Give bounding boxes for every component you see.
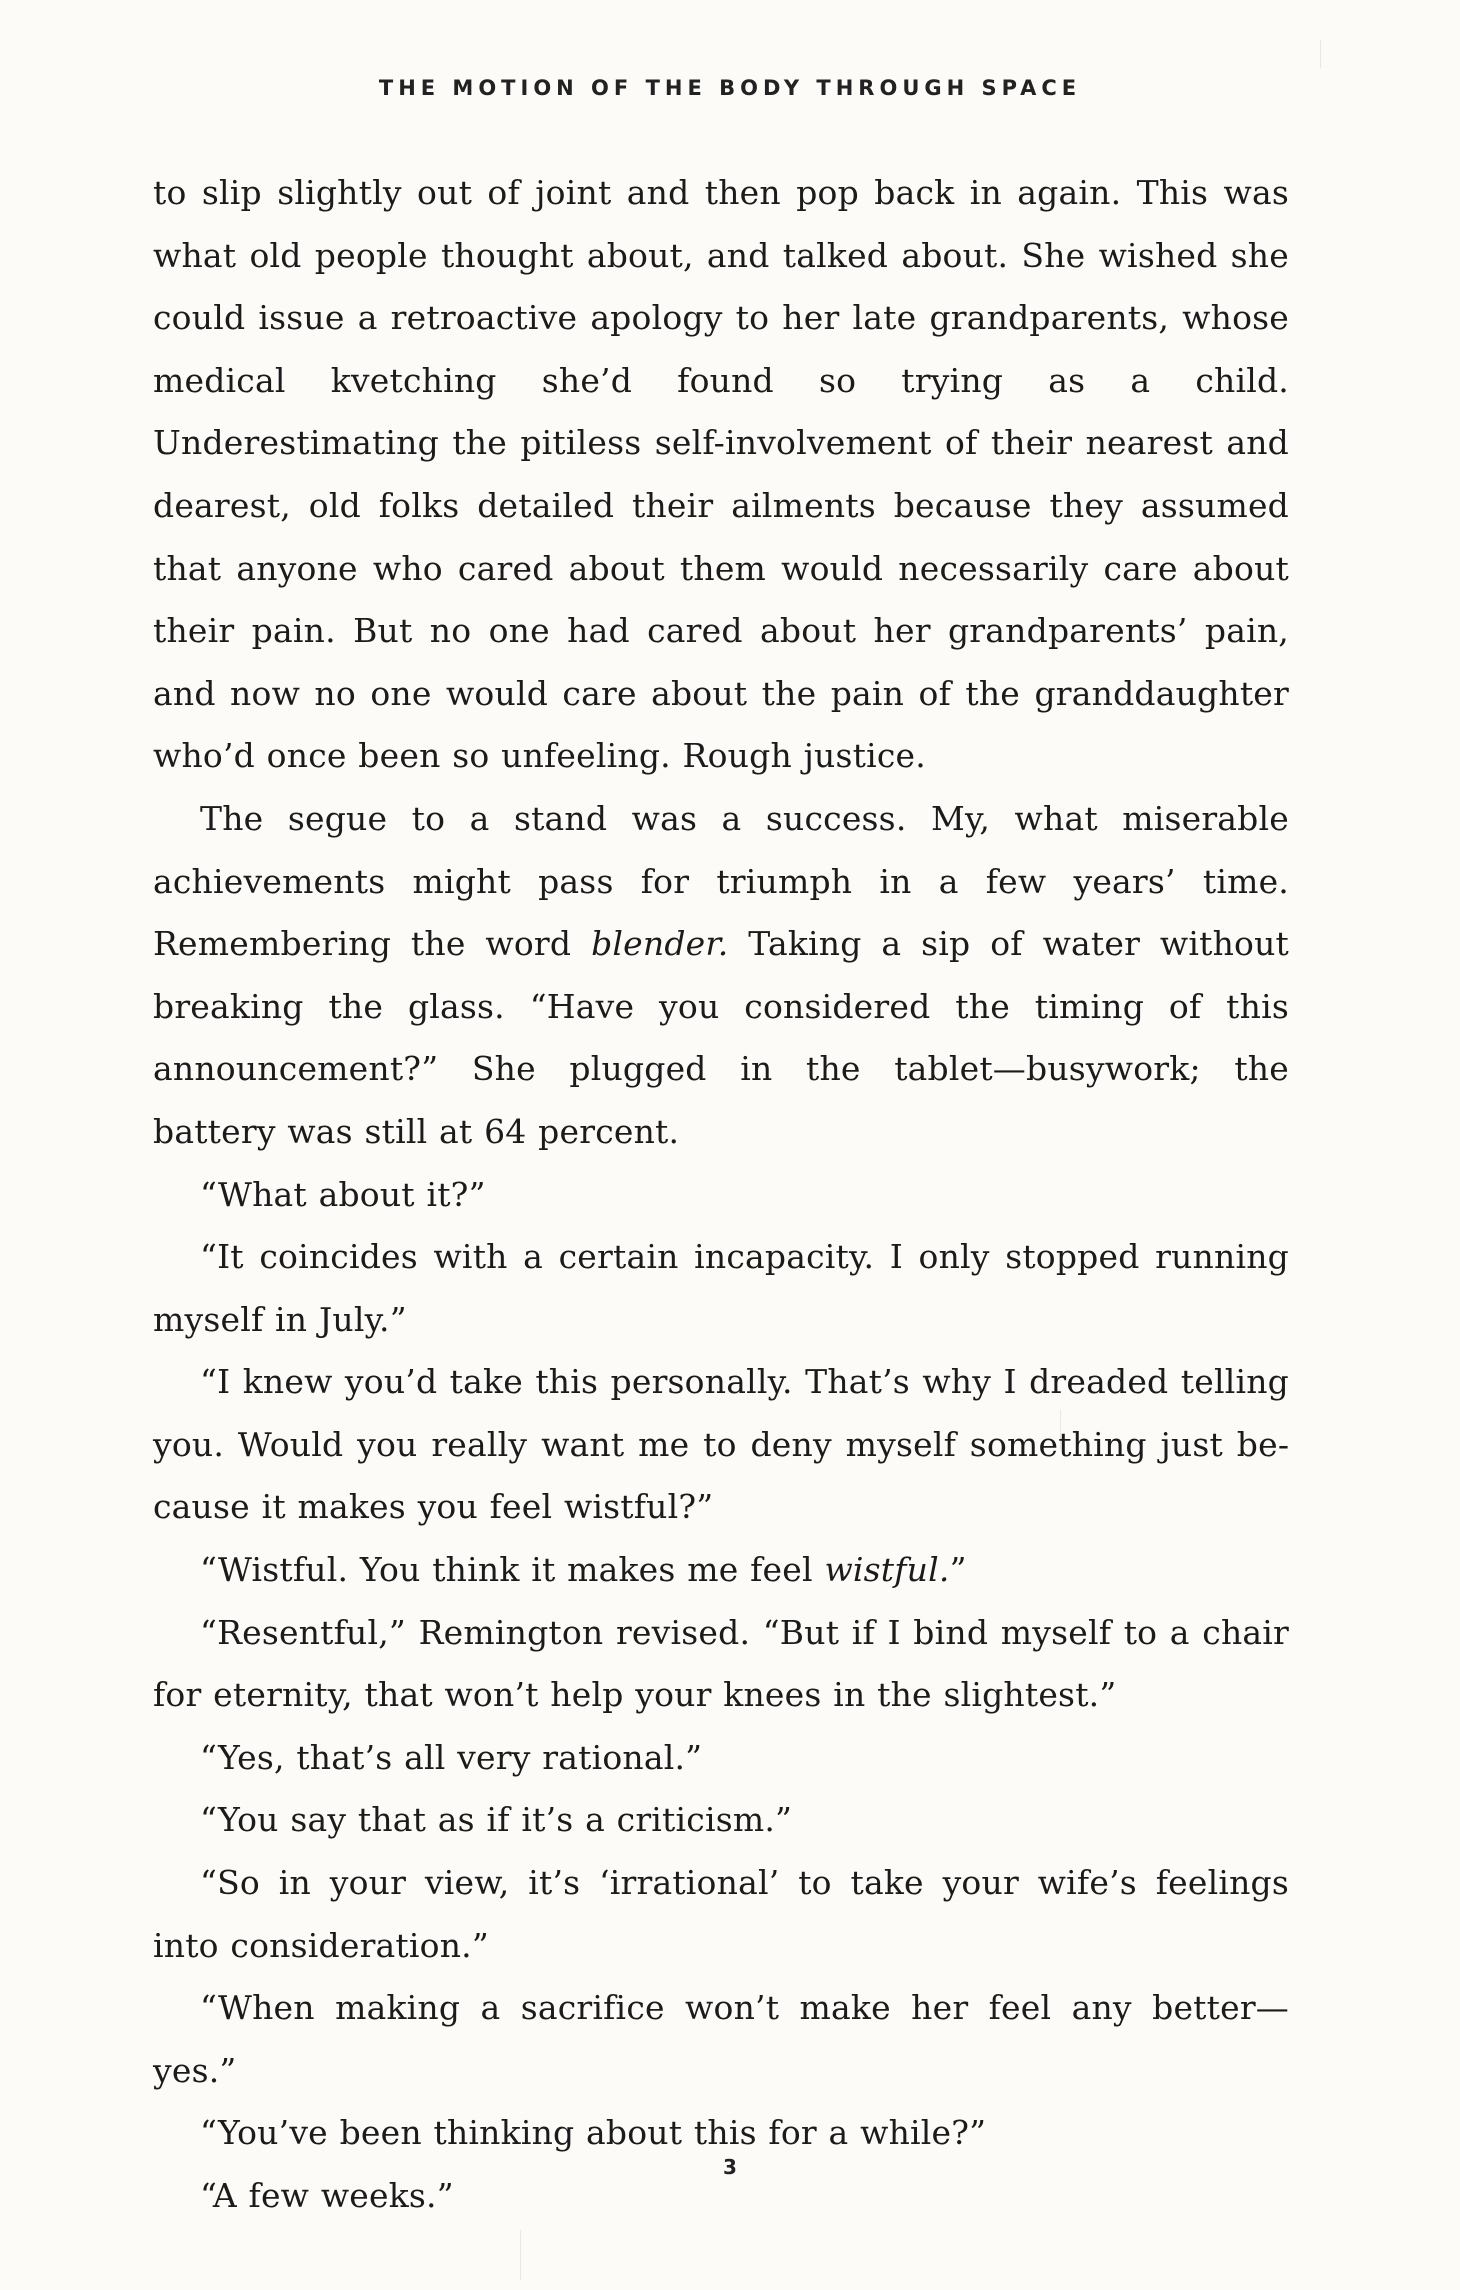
running-head: THE MOTION OF THE BODY THROUGH SPACE [378,76,1082,100]
text-run: “What about it?” [200,1174,486,1214]
paragraph [153,788,1289,1164]
text-run: “It coincides with a certain incapacity. I only stopped running myself in July.” [153,1237,1289,1339]
text-run: “Yes, that’s all very rational.” [200,1737,703,1777]
paragraph [153,162,1289,788]
paragraph [153,1539,1289,1602]
scan-artifact [520,2230,521,2280]
paragraph [153,1164,1289,1227]
text-run: “A few weeks.” [200,2176,454,2215]
italic-run: wistful. [824,1550,950,1590]
text-run: “When making a sacrifice won’t make her feel any better—yes.” [153,1988,1289,2090]
text-run: The segue to a stand was a success. My, what miserable achievements might pass for triumph in a few years’ time. Remembering the word [153,798,1289,964]
text-run: ” [949,1550,967,1590]
paragraph [153,1226,1289,1351]
italic-run: blender. [591,924,729,964]
paragraph [153,1977,1289,2102]
scan-artifact [1060,1410,1061,1450]
text-run: to slip slightly out of joint and then pop back in again. This was what old people thought about, and talked about. She wished she could issue a retroactive apology to her late grandparents, whose medical kvetching she’d found so trying as a child. Underestimating the pitiless self-involvement of their nearest and dearest, old folks detailed their ailments because they assumed that anyone who cared about them would necessarily care about their pain. But no one had cared about her grandparents’ pain, and now no one would care about the pain of the granddaughter who’d once been so unfeeling. Rough justice. [153,173,1289,776]
text-run: “Resentful,” Remington revised. “But if I bind myself to a chair for eternity, that won’t help your knees in the slightest.” [153,1612,1289,1715]
text-run: “You say that as if it’s a criticism.” [200,1800,793,1840]
paragraph [153,1852,1289,1977]
paragraph [153,1351,1289,1539]
paragraph [153,1602,1289,1727]
text-run: “You’ve been thinking about this for a while?” [200,2113,987,2153]
text-run: “So in your view, it’s ‘irrational’ to take your wife’s feelings into consideration.” [153,1863,1289,1965]
body-text [153,162,1289,2228]
text-run: Taking a sip of water without breaking the glass. “Have you considered the timing of this announcement?” She plugged in the tablet—busywork; the battery was still at 64 percent. [153,924,1290,1151]
text-run: “I knew you’d take this personally. That’s why I dreaded telling you. Would you really want me to deny myself something just because it makes you feel wistful?” [153,1362,1289,1527]
page-number: 3 [723,2155,737,2179]
paragraph [153,1789,1289,1852]
scan-artifact [1320,40,1321,68]
text-run: “Wistful. You think it makes me feel [200,1550,825,1590]
paragraph [153,1727,1289,1790]
